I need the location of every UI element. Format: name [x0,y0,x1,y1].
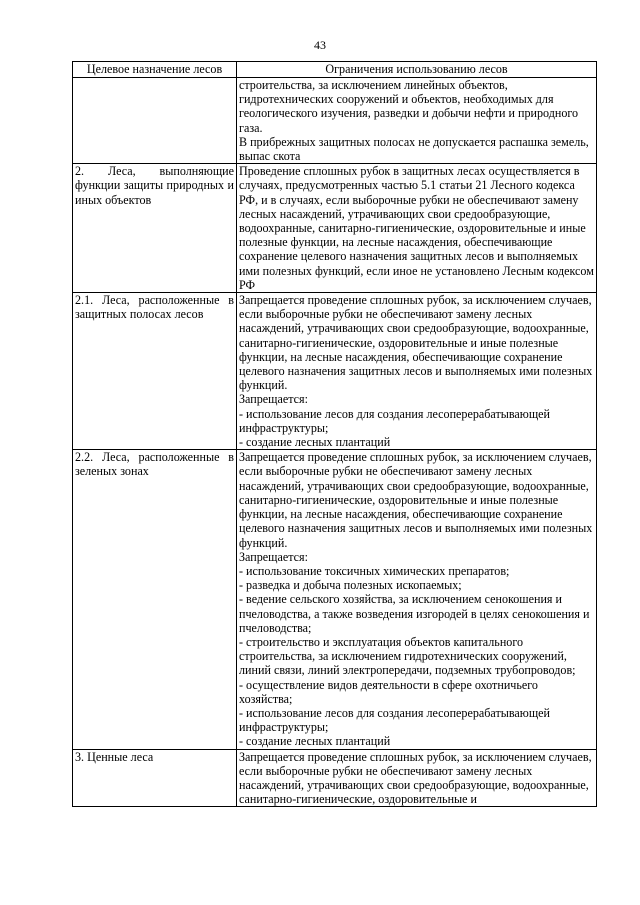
table-row [73,293,597,450]
row-restrictions [237,293,597,450]
table-row [73,164,597,293]
row-restrictions [237,450,597,749]
table-header-row [73,62,597,78]
forest-restrictions-table [72,61,597,807]
restriction-text: Запрещается проведение сплошных рубок, за исключением случаев, если выборочные рубки не обеспечивают замену лесных насаждений, утрачивающих свои средообразующие, водоохранные, санитарно-гигиенические, оздоровительные и [239,749,592,807]
restriction-text: Запрещается проведение сплошных рубок, за исключением случаев, если выборочные рубки не обеспечивают замену лесных насаждений, утрачивающих свои средообразующие, водоохранные, санитарно-гигиенические, оздоровительные и иные полезные функции, на лесные насаждения, обеспечивающие сохранение целевого назначения защитных лесов и выполняемых ими полезных функций. [239,293,593,393]
table-row [73,749,597,807]
row-restrictions [237,164,597,293]
table-row [73,78,597,164]
restriction-text: - использование токсичных химических препаратов; [239,563,510,578]
row-restrictions [237,78,597,164]
row-purpose: 2. Леса, выполняющие функции защиты природных и иных объектов [73,164,237,293]
restriction-text: Запрещается: [239,392,308,407]
restriction-text: Проведение сплошных рубок в защитных лесах осуществляется в случаях, предусмотренных частью 5.1 статьи 21 Лесного кодекса РФ, и в случаях, если выборочные рубки не обеспечивают замену лесных насаждений, утрачивающих свои средообразующие, водоохранные, санитарно-гигиенические, оздоровительные и иные полезные функции, на лесные насаждения, обеспечивающие сохранение целевого назначения защитных лесов и выполняемых ими полезных функций, если иное не установлено Лесным кодексом РФ [239,164,594,292]
restriction-text: - использование лесов для создания лесоперерабатывающей инфраструктуры; [239,705,550,735]
header-restrictions: Ограничения использованию лесов [237,62,597,78]
restriction-text: - осуществление видов деятельности в сфере охотничьего хозяйства; [239,677,538,706]
restriction-text: - создание лесных плантаций [239,435,391,450]
restriction-text: Запрещается проведение сплошных рубок, за исключением случаев, если выборочные рубки не обеспечивают замену лесных насаждений, утрачивающих свои средообразующие, водоохранные, санитарно-гигиенические, оздоровительные и иные полезные функции, на лесные насаждения, обеспечивающие сохранение целевого назначения защитных лесов и выполняемых ими полезных функций. [239,450,593,550]
restriction-text: - разведка и добыча полезных ископаемых; [239,578,462,593]
row-restrictions [237,749,597,807]
header-purpose: Целевое назначение лесов [73,62,237,78]
restriction-text: - создание лесных плантаций [239,734,391,749]
row-purpose: 3. Ценные леса [73,749,237,807]
row-purpose [73,78,237,164]
table-row [73,450,597,749]
restriction-text: - строительство и эксплуатация объектов капитального строительства, за исключением гидротехнических сооружений, линий связи, линий электропередачи, подземных трубопроводов; [239,634,576,678]
row-purpose: 2.2. Леса, расположенные в зеленых зонах [73,450,237,749]
restriction-text: строительства, за исключением линейных объектов, гидротехнических сооружений и объектов, необходимых для геологического изучения, разведки и добычи нефти и природного газа. [239,78,579,135]
restriction-text: - ведение сельского хозяйства, за исключением сенокошения и пчеловодства, а также возведения изгородей в целях сенокошения и пчеловодства; [239,592,590,635]
restriction-text: - использование лесов для создания лесоперерабатывающей инфраструктуры; [239,406,550,435]
row-purpose: 2.1. Леса, расположенные в защитных полосах лесов [73,293,237,450]
restriction-text: В прибрежных защитных полосах не допускается распашка земель, выпас скота [239,134,589,164]
page-number: 43 [314,38,326,52]
restriction-text: Запрещается: [239,549,308,564]
